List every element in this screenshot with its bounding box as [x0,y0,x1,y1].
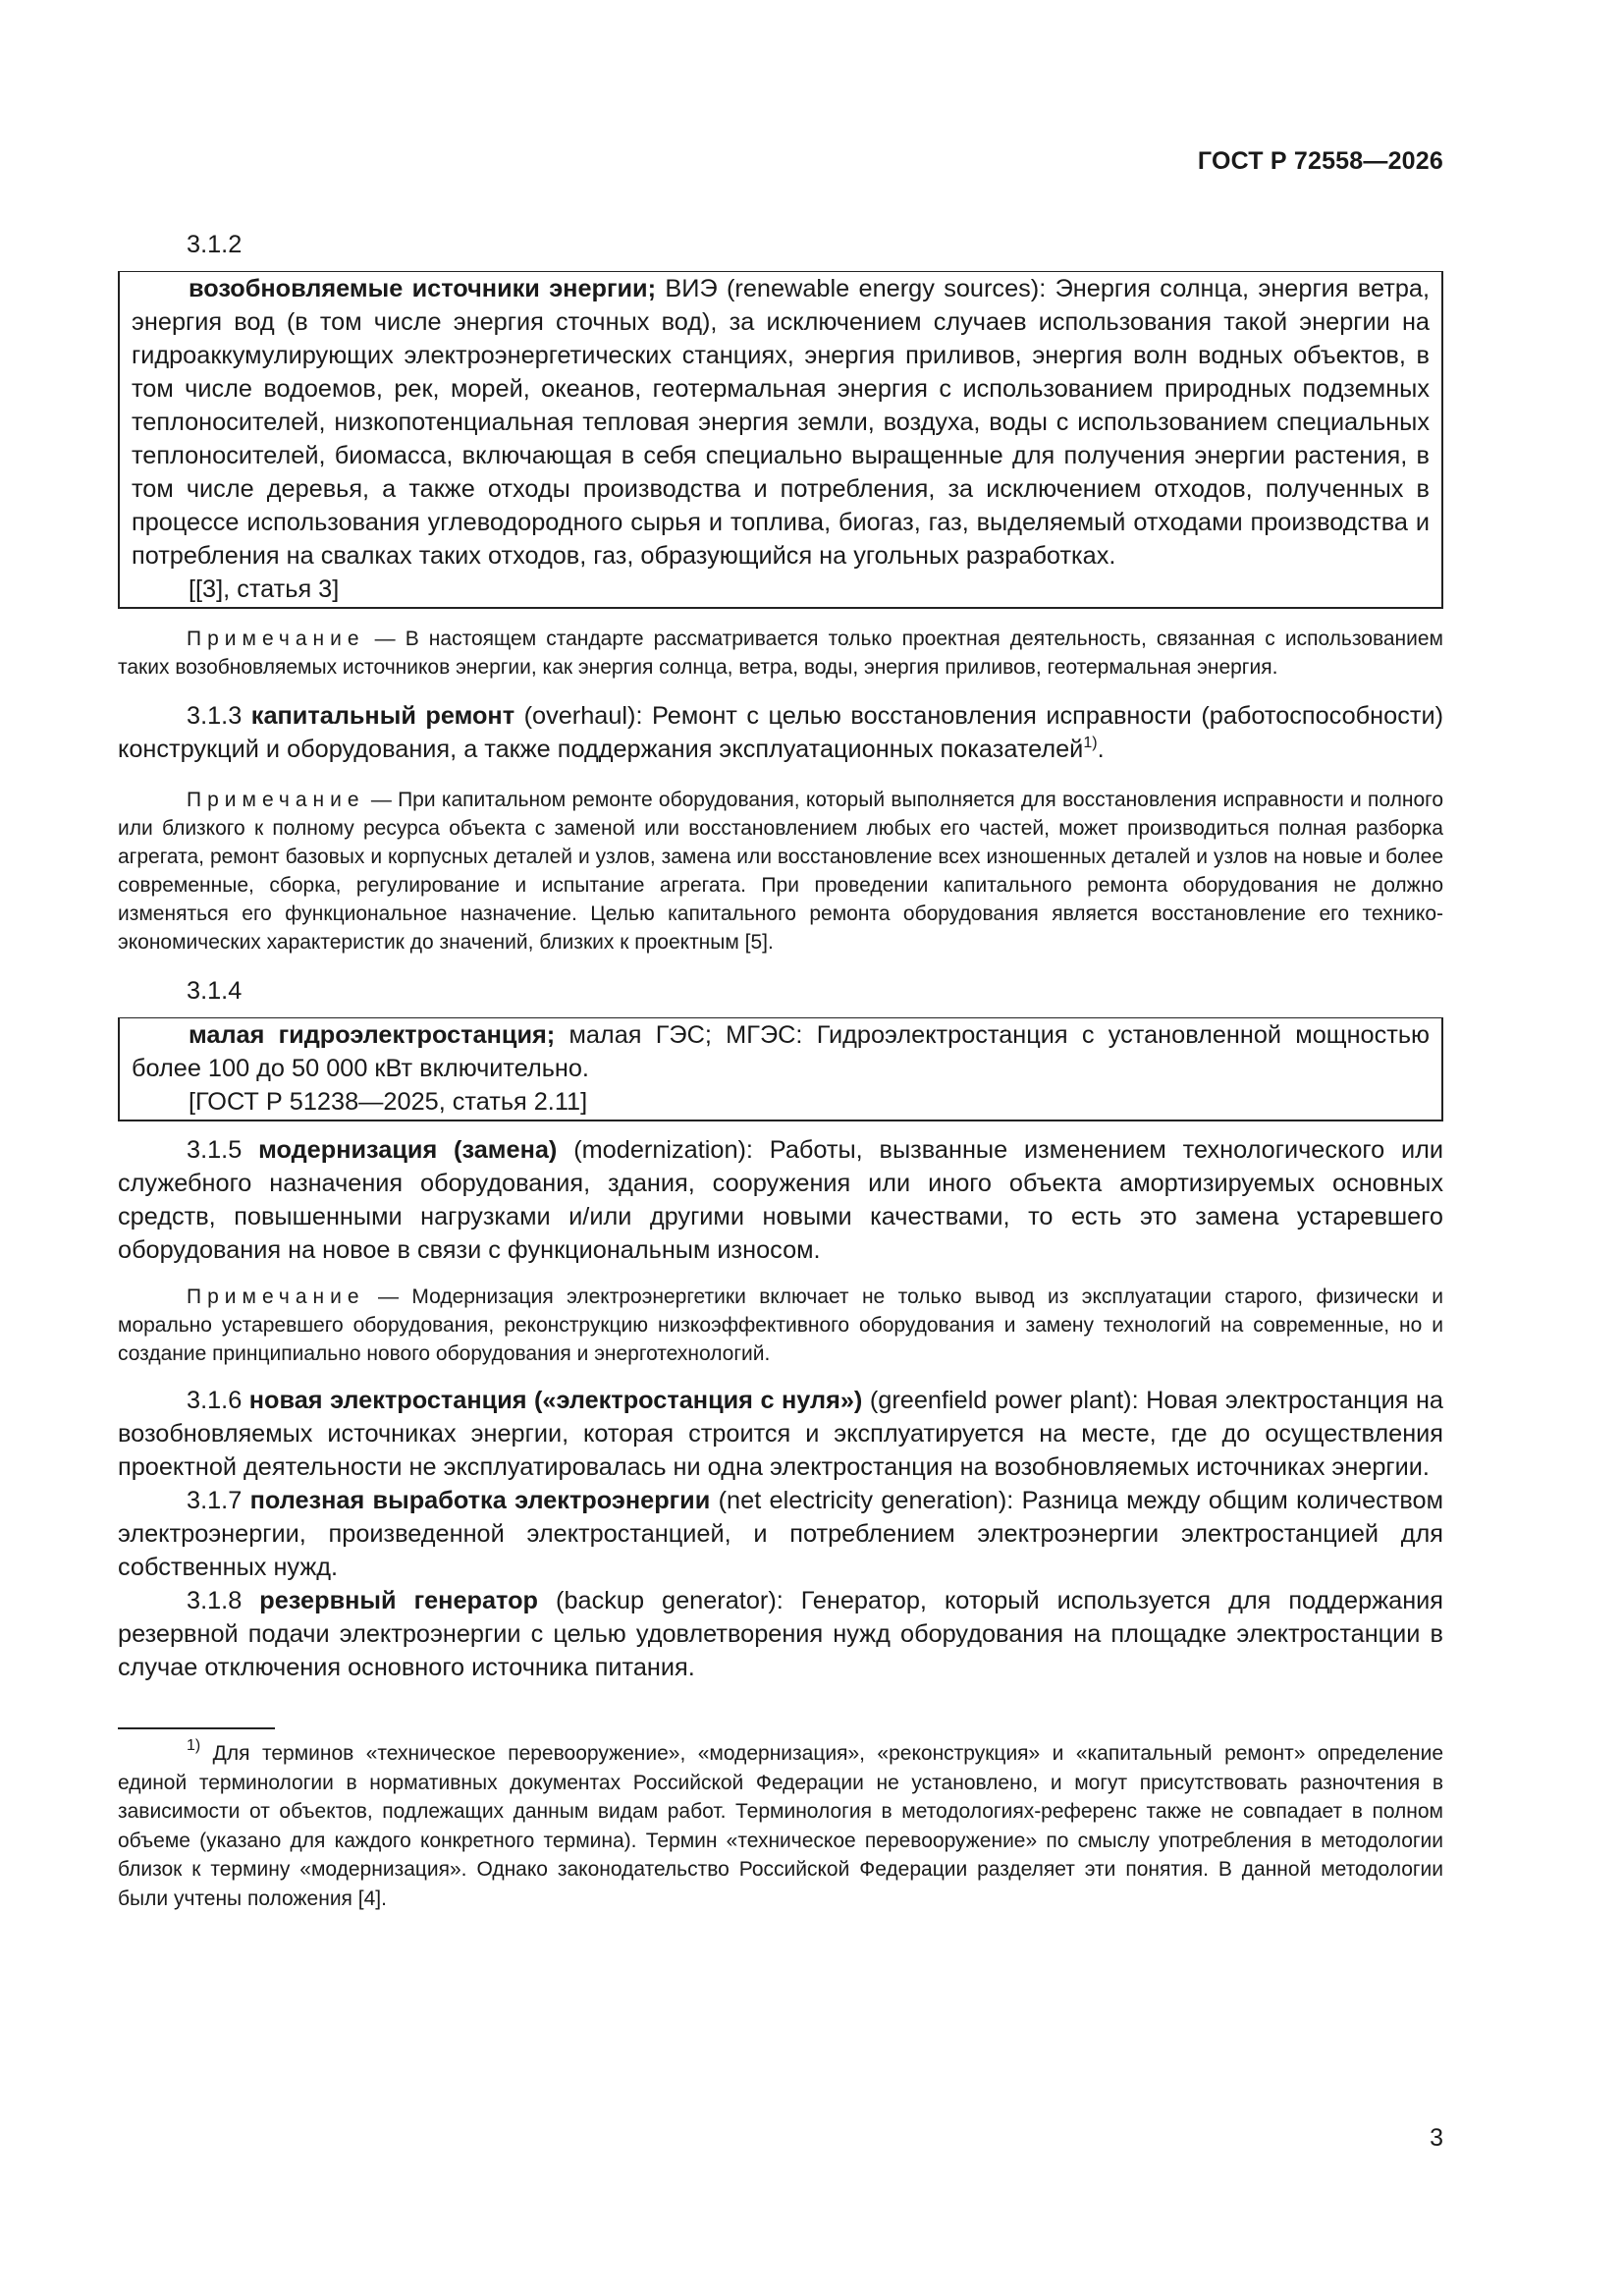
note [118,1283,1443,1368]
note-text: — При капитальном ремонте оборудования, который выполняется для восстановления исправности и полного или близкого к полному ресурса объекта с заменой или восстановлением любых его частей, может производиться полная разборка агрегата, ремонт базовых и корпусных деталей и узлов, замена или восстановление всех изношенных деталей и узлов на новые и более современные, сборка, регулирование и испытание агрегата. При проведении капитального ремонта оборудования не должно изменяться его функциональное назначение. Целью капитального ремонта оборудования является восстановление его технико-экономических характеристик до значений, близких к проектным [5]. [118,789,1443,954]
footnote-text: Для терминов «техническое перевооружение», «модернизация», «реконструкция» и «капитальный ремонт» определение единой терминологии в нормативных документах Российской Федерации не установлено, и могут присутствовать разночтения в зависимости от объектов, подлежащих данным видам работ. Терминология в методологиях-референс также не совпадает в полном объеме (указано для каждого конкретного термина). Термин «техническое перевооружение» по смыслу употребления в методологии близок к термину «модернизация». Однако законодательство Российской Федерации разделяет эти понятия. В данной методологии были учтены положения [4]. [118,1742,1443,1910]
term-source: [[3], статья 3] [189,575,340,603]
note-text: — В настоящем стандарте рассматривается только проектная деятельность, связанная с использованием таких возобновляемых источников энергии, как энергия солнца, ветра, воды, энергия приливов, геотермальная энергия. [118,628,1443,679]
definition-text: малая ГЭС; МГЭС: Гидроэлектростанция с установленной мощностью более 100 до 50 000 кВт включительно. [132,1021,1430,1082]
term-paragraph-3-1-3 [118,699,1443,766]
footnote-separator [118,1727,275,1729]
footnote [118,1739,1443,1913]
footnote-mark: 1) [187,1737,201,1754]
note-label: Примечание [187,1285,365,1308]
note [118,786,1443,957]
definition-text: (net electricity generation): Разница между общим количеством электроэнергии, произведенной электростанцией, и потреблением электроэнергии электростанцией для собственных нужд. [118,1487,1443,1581]
term-paragraph-3-1-5 [118,1133,1443,1267]
term-name: полезная выработка электроэнергии [249,1487,711,1514]
standard-code-header: ГОСТ Р 72558—2026 [1197,147,1443,175]
term-name: модернизация (замена) [258,1136,558,1164]
term-name: капитальный ремонт [250,702,515,730]
definition-text: ВИЭ (renewable energy sources): Энергия солнца, энергия ветра, энергия вод (в том числе энергия сточных вод), за исключением случаев использования такой энергии на гидроаккумулирующих электроэнергетических станциях, энергия приливов, энергия волн водных объектов, в том числе водоемов, рек, морей, океанов, геотермальная энергия с использованием природных подземных теплоносителей, низкопотенциальная тепловая энергия земли, воздуха, воды с использованием специальных теплоносителей, биомасса, включающая в себя специально выращенные для получения энергии растения, в том числе деревья, а также отходы производства и потребления, за исключением отходов, полученных в процессе использования углеводородного сырья и топлива, биогаз, газ, выделяемый отходами производства и потребления на свалках таких отходов, газ, образующийся на угольных разработках. [132,275,1430,570]
term-number: 3.1.6 [187,1387,243,1414]
note-label: Примечание [187,628,365,650]
definition-text: (overhaul): Ремонт с целью восстановления исправности (работоспособности) конструкций и оборудования, а также поддержания эксплуатационных показателей [118,702,1444,763]
term-paragraph-3-1-8 [118,1584,1443,1684]
term-number: 3.1.4 [187,977,243,1005]
term-paragraph-3-1-6 [118,1384,1443,1484]
term-name: новая электростанция («электростанция с нуля») [248,1387,863,1414]
terms-content [118,228,1443,1913]
definition-text: (backup generator): Генератор, который используется для поддержания резервной подачи электроэнергии с целью удовлетворения нужд оборудования на площадке электростанции в случае отключения основного источника питания. [118,1587,1443,1681]
term-box-3-1-4 [118,1017,1443,1121]
term-definition [132,1018,1430,1085]
term-name: возобновляемые источники энергии; [189,275,657,302]
term-source: [ГОСТ Р 51238—2025, статья 2.11] [189,1088,588,1116]
term-number: 3.1.3 [187,702,243,730]
term-definition [132,272,1430,573]
term-number: 3.1.5 [187,1136,243,1164]
term-number: 3.1.8 [187,1587,243,1614]
footnote-ref: 1) [1083,735,1098,751]
term-paragraph-3-1-7 [118,1484,1443,1584]
note-label: Примечание [187,789,365,811]
term-name: малая гидроэлектростанция; [189,1021,556,1049]
note [118,625,1443,682]
definition-text: (greenfield power plant): Новая электростанция на возобновляемых источниках энергии, которая строится и эксплуатируется на месте, где до осуществления проектной деятельности не эксплуатировалась ни одна электростанция на возобновляемых источниках энергии. [118,1387,1443,1481]
term-name: резервный генератор [259,1587,538,1614]
term-number: 3.1.7 [187,1487,243,1514]
definition-text: (modernization): Работы, вызванные изменением технологического или служебного назначения оборудования, здания, сооружения или иного объекта амортизируемых основных средств, повышенными нагрузками и/или другими новыми качествами, то есть это замена устаревшего оборудования на новое в связи с функциональным износом. [118,1136,1444,1264]
page-number: 3 [1430,2124,1443,2152]
note-text: — Модернизация электроэнергетики включает не только вывод из эксплуатации старого, физически и морально устаревшего оборудования, реконструкцию низкоэффективного оборудования и замену технологий на современные, но и создание принципиально нового оборудования и энерготехнологий. [118,1285,1443,1365]
term-box-3-1-2 [118,271,1443,609]
term-number: 3.1.2 [187,231,243,258]
definition-end: . [1097,736,1105,763]
